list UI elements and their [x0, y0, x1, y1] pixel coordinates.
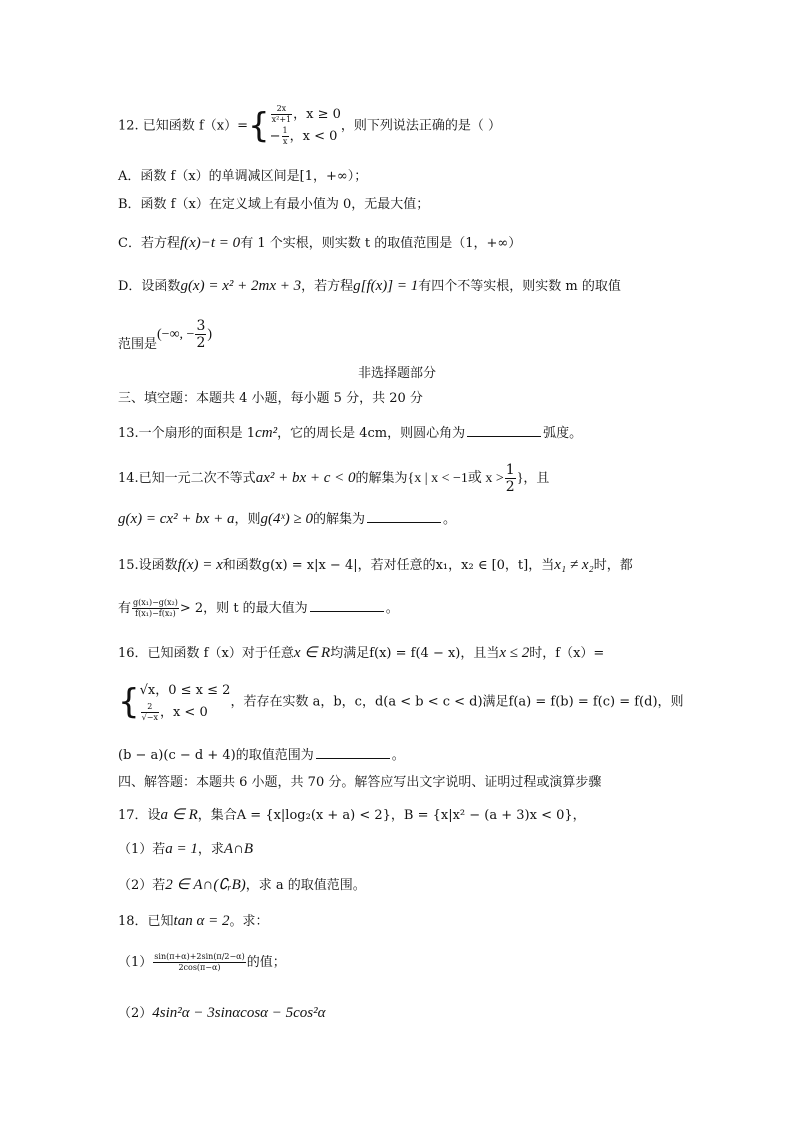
q16-piecewise: √x，0 ≤ x ≤ 2 $\frac{2}{√-x}$ ，x < 0 — [140, 680, 231, 724]
q12-d-function: g(x) = x² + 2mx + 3 — [180, 278, 302, 294]
q16-line1: 16．已知函数 f（x）对于任意x ∈ R均满足f(x) = f(4 − x)，且当x ≤ 2时，f（x）= — [118, 645, 605, 661]
q14-line2: g(x) = cx² + bx + a，则g(4ˣ) ≥ 0的解集为 。 — [118, 511, 456, 527]
q12-option-b: B．函数 f（x）在定义域上有最小值为 0，无最大值； — [118, 197, 430, 212]
q12-c-equation: f(x)−t = 0 — [179, 235, 241, 251]
q12-option-d: D．设函数g(x) = x² + 2mx + 3，若方程g[f(x)] = 1有四个不等实根，则实数 m 的取值 — [118, 278, 621, 294]
q14-set: {x | x < −1或 x > — [407, 471, 504, 486]
q12-case2-cond: ，x < 0 — [289, 129, 338, 144]
q15-line2: 有 $\frac{\text{g(x₁)−g(x₂)}}{\text{f(x₁)−f(x₂)}}$ > 2，则 t 的最大值为 。 — [118, 598, 399, 618]
section-nonchoice-title: 非选择题部分 — [357, 366, 436, 381]
q18-p2-expression: 4sin²α − 3sinαcosα − 5cos²α — [152, 1005, 326, 1021]
q12-case1-cond: ，x ≥ 0 — [293, 107, 341, 122]
q12-d-equation: g[f(x)] = 1 — [353, 278, 419, 294]
q17-stem: 17．设a ∈ R，集合A = {x|log₂(x + a) < 2}，B = {x|x² − (a + 3)x < 0}， — [118, 807, 586, 823]
q15-condition: x₁ ≠ x₂ — [554, 557, 594, 573]
q15-f-function: f(x) = x — [177, 557, 223, 573]
q18-condition: tan α = 2 — [173, 913, 230, 929]
q13-unit: cm² — [255, 425, 278, 441]
q18-part2: （2）4sin²α − 3sinαcosα − 5cos²α — [118, 1005, 326, 1021]
q17-condition: a ∈ R — [160, 807, 198, 823]
q17-part2: （2）若2 ∈ A∩(∁ᵣB)，求 a 的取值范围。 — [118, 877, 366, 893]
q12-stem — [118, 104, 501, 148]
section-4-title: 四、解答题：本题共 6 小题，共 70 分。解答应写出文字说明、证明过程或演算步骤 — [118, 775, 602, 790]
q17-p1-expression: A∩B — [223, 841, 254, 857]
q16-condition: x ≤ 2 — [499, 645, 530, 661]
q18-stem: 18．已知tan α = 2。求： — [118, 913, 269, 929]
q16-answer-blank[interactable] — [316, 746, 390, 759]
piecewise-brace: { — [247, 106, 270, 146]
q16-case1: √x，0 ≤ x ≤ 2 — [139, 683, 231, 698]
q12-piecewise: $\frac{2x}{\text{x²+1}}$ ，x ≥ 0 − $\frac{1}{x}$ ，x < 0 — [269, 104, 341, 146]
q14-answer-blank[interactable] — [367, 510, 441, 523]
q16-line2: { √x，0 ≤ x ≤ 2 $\frac{2}{√-x}$ ，x < 0 ，若存在实数 a，b，c，d(a < b < c < d)满足f(a) = f(b) = f(c) = f(d)，则 — [118, 682, 684, 722]
q12-prefix: 12. 已知函数 f（x）= — [118, 118, 248, 134]
piecewise-brace: { — [118, 682, 140, 722]
q14-half-frac: $\frac{1}{2}$ — [505, 462, 515, 495]
q16-domain: x ∈ R — [293, 645, 331, 661]
q12-d-range-frac: $\frac{3}{2}$ — [196, 318, 206, 351]
interval-left: (−∞, − — [157, 327, 195, 342]
q17-p1-condition: a = 1 — [165, 841, 198, 857]
q15-ratio-frac: $\frac{\text{g(x₁)−g(x₂)}}{\text{f(x₁)−f(x₂)}}$ — [133, 598, 178, 618]
q17-p2-expression: 2 ∈ A∩(∁ᵣB) — [165, 877, 246, 893]
q18-part1: （1） $\frac{\sin(\pi+\alpha)+2\sin(\pi/2-\alpha)}{2\cos(\pi-\alpha)}$ 的值； — [118, 952, 286, 972]
q12-case2-frac: $\frac{1}{x}$ — [282, 126, 288, 146]
q13-answer-blank[interactable] — [467, 424, 541, 437]
q15-line1: 15.设函数f(x) = x和函数g(x) = x|x − 4|，若对任意的x₁，x₂ ∈ [0，t]，当x₁ ≠ x₂时，都 — [118, 557, 633, 573]
q13: 13.一个扇形的面积是 1cm²，它的周长是 4cm，则圆心角为 弧度。 — [118, 425, 583, 441]
q14-g-inequality: g(4ˣ) ≥ 0 — [260, 511, 313, 527]
q12-case1-frac: $\frac{2x}{\text{x²+1}}$ — [271, 104, 292, 124]
section-3-title: 三、填空题：本题共 4 小题，每小题 5 分，共 20 分 — [118, 391, 423, 406]
q12-option-d-range: 范围是(−∞, − $\frac{3}{2}$ ) — [118, 318, 213, 352]
q14-inequality: ax² + bx + c < 0 — [255, 470, 356, 486]
q17-part1: （1）若a = 1，求A∩B — [118, 841, 254, 857]
q16-case2-frac: $\frac{2}{√-x}$ — [141, 702, 158, 722]
q12-suffix: ，则下列说法正确的是（ ） — [340, 118, 502, 134]
q14-line1: 14.已知一元二次不等式ax² + bx + c < 0的解集为{x | x < −1或 x > $\frac{1}{2}$ }，且 — [118, 462, 550, 495]
q14-g-function: g(x) = cx² + bx + a — [118, 511, 235, 527]
q18-p1-frac: $\frac{\sin(\pi+\alpha)+2\sin(\pi/2-\alpha)}{2\cos(\pi-\alpha)}$ — [154, 952, 245, 972]
q16-line3: (b − a)(c − d + 4)的取值范围为 。 — [118, 748, 405, 763]
q12-option-a: A．函数 f（x）的单调减区间是[1，+∞）； — [118, 169, 368, 184]
q12-option-c: C．若方程f(x)−t = 0有 1 个实根，则实数 t 的取值范围是（1，+∞） — [118, 235, 522, 251]
q15-answer-blank[interactable] — [310, 599, 384, 612]
